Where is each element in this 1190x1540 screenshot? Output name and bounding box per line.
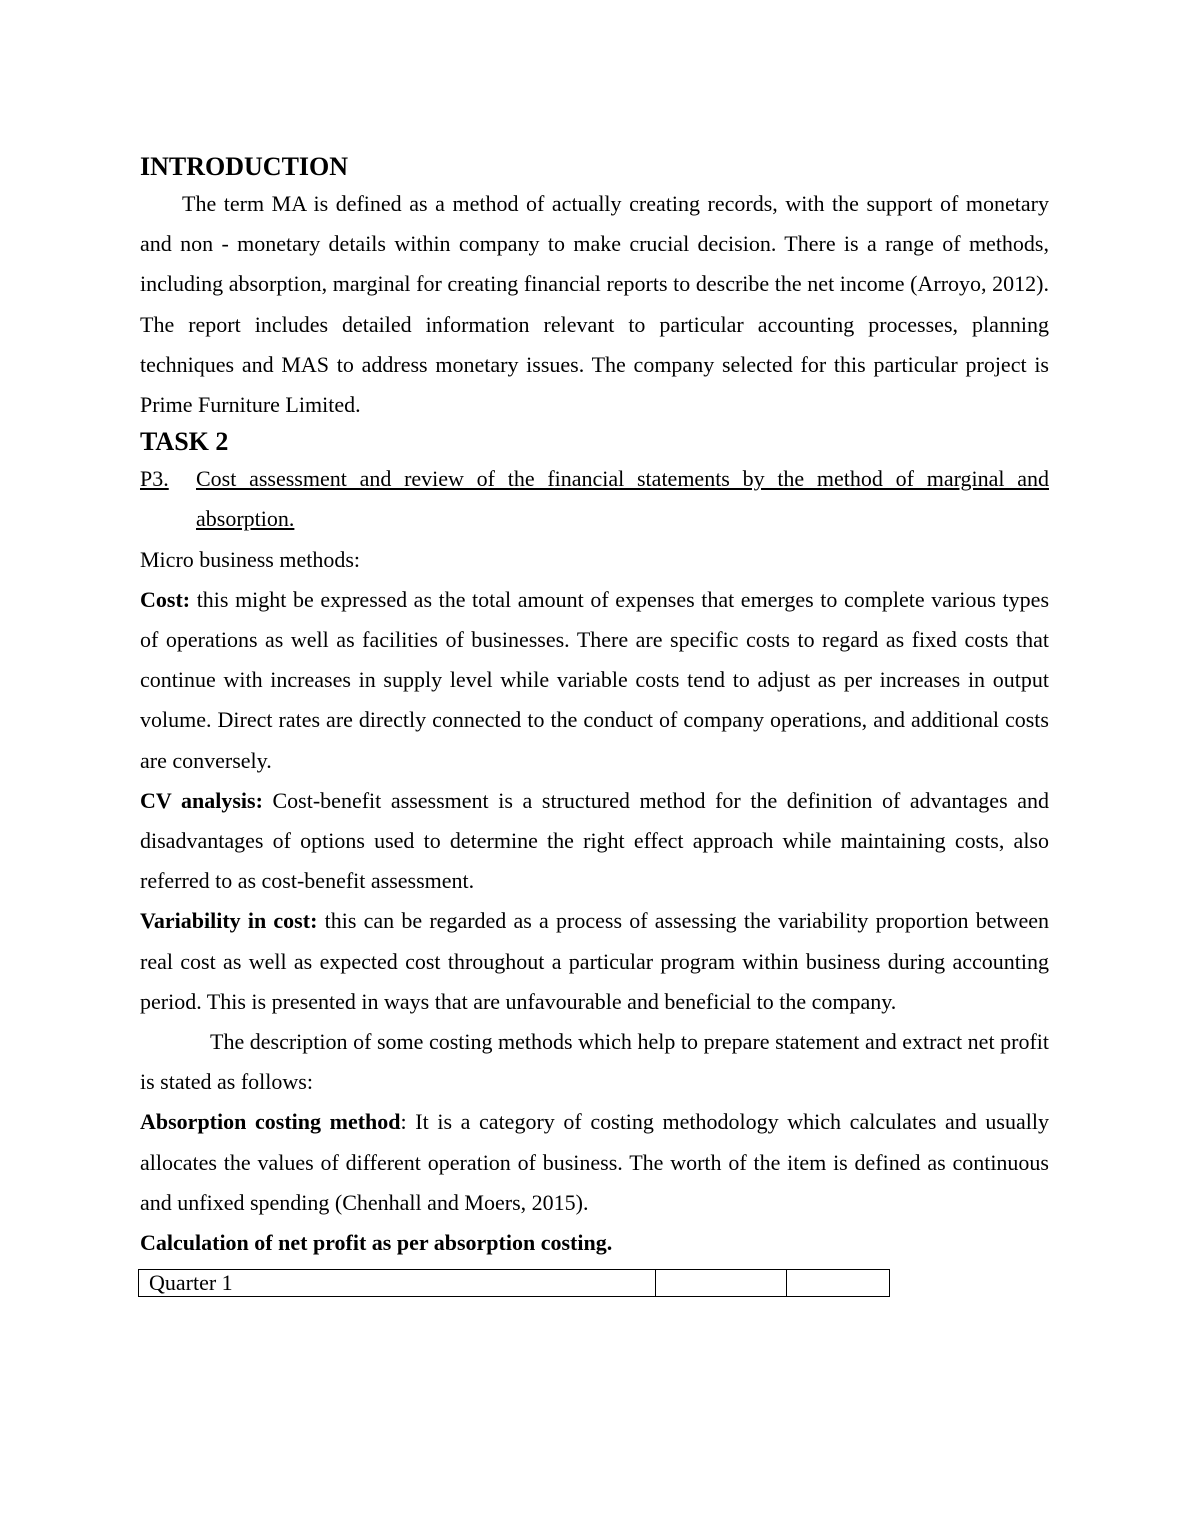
absorption-text: : It is a category of costing methodology which calculates and usually allocates the values of different operation of business. The worth of the item is defined as continuous and unfixed spending (Chenhall and Moers, 2015).: [140, 1109, 1049, 1215]
table-cell: [787, 1270, 890, 1297]
document-page: [140, 150, 1049, 1297]
introduction-paragraph: The term MA is defined as a method of actually creating records, with the support of monetary and non - monetary details within company to make crucial decision. There is a range of methods, including absorption, marginal for creating financial reports to describe the net income (Arroyo, 2012). The report includes detailed information relevant to particular accounting processes, planning techniques and MAS to address monetary issues. The company selected for this particular project is Prime Furniture Limited.: [140, 191, 1049, 418]
absorption-paragraph: [140, 1102, 1049, 1223]
micro-business-methods-line: Micro business methods:: [140, 546, 360, 572]
p3-subheading: [140, 459, 1049, 539]
calculation-heading-text: Calculation of net profit as per absorption costing.: [140, 1230, 613, 1256]
table-cell: Quarter 1: [139, 1270, 656, 1297]
calculation-heading: [140, 1223, 1049, 1263]
absorption-term: Absorption costing method: [140, 1109, 401, 1135]
cv-analysis-paragraph: [140, 781, 1049, 902]
p3-subheading-text: Cost assessment and review of the financial statements by the method of marginal and absorption.: [196, 466, 1049, 532]
absorption-costing-table: [138, 1269, 890, 1297]
cost-text: this might be expressed as the total amount of expenses that emerges to complete various types of operations as well as facilities of businesses. There are specific costs to regard as fixed costs that continue with increases in supply level while variable costs tend to adjust as per increases in output volume. Direct rates are directly connected to the conduct of company operations, and additional costs are conversely.: [140, 586, 1049, 773]
table-cell: [656, 1270, 787, 1297]
cv-analysis-text: Cost-benefit assessment is a structured method for the definition of advantages and disadvantages of options used to determine the right effect approach while maintaining costs, also referred to as cost-benefit assessment.: [140, 787, 1049, 894]
p3-number: P3.: [140, 466, 169, 492]
variability-paragraph: [140, 901, 1049, 1022]
table-row: [139, 1270, 890, 1297]
variability-term: Variability in cost:: [140, 908, 318, 934]
variability-text: this can be regarded as a process of assessing the variability proportion between real cost as well as expected cost throughout a particular program within business during accounting period. This is presented in ways that are unfavourable and beneficial to the company.: [140, 908, 1049, 1014]
introduction-heading: INTRODUCTION: [140, 152, 349, 181]
cost-paragraph: [140, 580, 1049, 781]
task-2-heading: TASK 2: [140, 427, 229, 457]
cv-analysis-term: CV analysis:: [140, 787, 263, 813]
costing-methods-description: The description of some costing methods which help to prepare statement and extract net profit is stated as follows:: [140, 1029, 1049, 1095]
cost-term: Cost:: [140, 586, 191, 612]
